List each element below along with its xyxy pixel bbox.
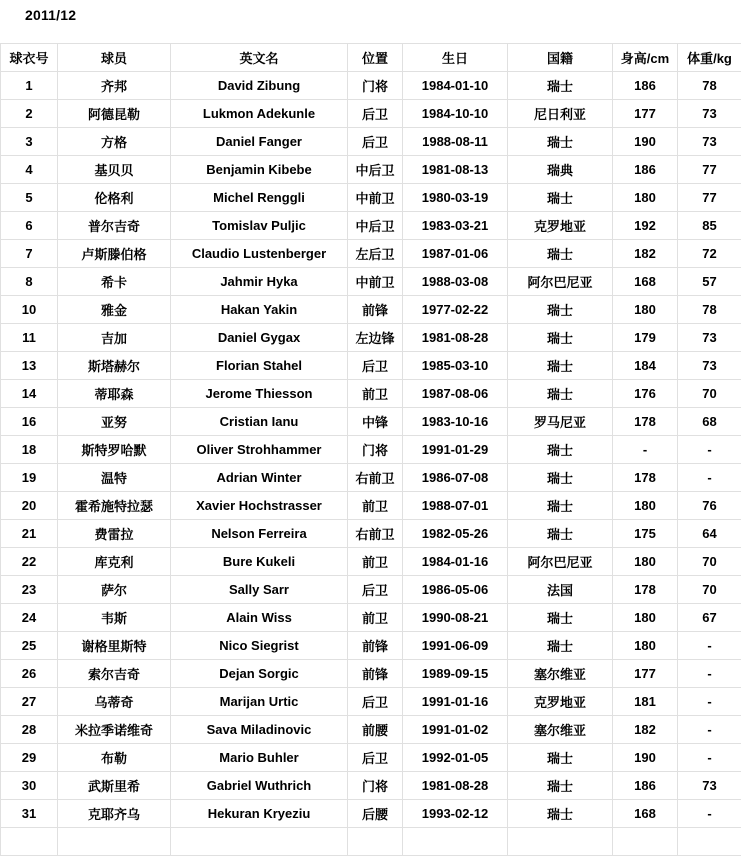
cell-birthday: 1989-09-15 <box>403 660 508 688</box>
cell-jersey-number: 28 <box>1 716 58 744</box>
cell-weight-kg: 73 <box>678 352 741 380</box>
cell-position: 门将 <box>348 72 403 100</box>
cell-empty <box>403 828 508 856</box>
header-jersey-number: 球衣号 <box>1 44 58 72</box>
table-row <box>1 632 741 660</box>
header-birthday: 生日 <box>403 44 508 72</box>
cell-weight-kg: 70 <box>678 576 741 604</box>
cell-player-en-name: Tomislav Puljic <box>171 212 348 240</box>
table-body <box>1 72 741 856</box>
cell-player-cn-name: 霍希施特拉瑟 <box>58 492 171 520</box>
cell-player-cn-name: 阿德昆勒 <box>58 100 171 128</box>
cell-player-en-name: Nelson Ferreira <box>171 520 348 548</box>
cell-player-cn-name: 蒂耶森 <box>58 380 171 408</box>
cell-player-en-name: Hekuran Kryeziu <box>171 800 348 828</box>
cell-jersey-number: 7 <box>1 240 58 268</box>
cell-birthday: 1984-10-10 <box>403 100 508 128</box>
cell-player-en-name: Cristian Ianu <box>171 408 348 436</box>
cell-nationality: 瑞士 <box>508 352 613 380</box>
cell-player-en-name: Adrian Winter <box>171 464 348 492</box>
cell-player-cn-name: 斯塔赫尔 <box>58 352 171 380</box>
cell-height-cm: 178 <box>613 464 678 492</box>
cell-jersey-number: 3 <box>1 128 58 156</box>
cell-birthday: 1985-03-10 <box>403 352 508 380</box>
cell-player-cn-name: 布勒 <box>58 744 171 772</box>
cell-birthday: 1981-08-13 <box>403 156 508 184</box>
cell-height-cm: 182 <box>613 240 678 268</box>
cell-nationality: 瑞士 <box>508 632 613 660</box>
cell-position: 前锋 <box>348 296 403 324</box>
roster-table <box>0 43 741 856</box>
cell-player-cn-name: 普尔吉奇 <box>58 212 171 240</box>
cell-birthday: 1990-08-21 <box>403 604 508 632</box>
cell-nationality: 瑞士 <box>508 380 613 408</box>
cell-position: 前锋 <box>348 632 403 660</box>
table-row <box>1 800 741 828</box>
cell-jersey-number: 29 <box>1 744 58 772</box>
cell-empty <box>1 828 58 856</box>
header-weight-kg: 体重/kg <box>678 44 741 72</box>
cell-player-en-name: Michel Renggli <box>171 184 348 212</box>
cell-position: 前锋 <box>348 660 403 688</box>
cell-weight-kg: 73 <box>678 100 741 128</box>
cell-height-cm: 168 <box>613 268 678 296</box>
cell-weight-kg: - <box>678 800 741 828</box>
cell-empty <box>678 828 741 856</box>
cell-position: 前卫 <box>348 380 403 408</box>
cell-position: 后卫 <box>348 352 403 380</box>
cell-birthday: 1992-01-05 <box>403 744 508 772</box>
cell-jersey-number: 18 <box>1 436 58 464</box>
cell-player-cn-name: 温特 <box>58 464 171 492</box>
cell-position: 右前卫 <box>348 464 403 492</box>
cell-birthday: 1991-01-16 <box>403 688 508 716</box>
cell-birthday: 1982-05-26 <box>403 520 508 548</box>
cell-player-en-name: Sally Sarr <box>171 576 348 604</box>
cell-weight-kg: 77 <box>678 156 741 184</box>
cell-nationality: 阿尔巴尼亚 <box>508 268 613 296</box>
cell-player-cn-name: 吉加 <box>58 324 171 352</box>
table-row <box>1 548 741 576</box>
table-row <box>1 128 741 156</box>
cell-player-en-name: Nico Siegrist <box>171 632 348 660</box>
cell-weight-kg: 76 <box>678 492 741 520</box>
cell-position: 中锋 <box>348 408 403 436</box>
cell-height-cm: 177 <box>613 660 678 688</box>
cell-jersey-number: 24 <box>1 604 58 632</box>
cell-player-en-name: Jahmir Hyka <box>171 268 348 296</box>
table-row <box>1 660 741 688</box>
cell-height-cm: 186 <box>613 72 678 100</box>
cell-birthday: 1991-01-02 <box>403 716 508 744</box>
cell-height-cm: 190 <box>613 744 678 772</box>
cell-height-cm: 176 <box>613 380 678 408</box>
cell-nationality: 塞尔维亚 <box>508 660 613 688</box>
cell-weight-kg: - <box>678 688 741 716</box>
cell-height-cm: 180 <box>613 548 678 576</box>
cell-birthday: 1981-08-28 <box>403 324 508 352</box>
table-row <box>1 688 741 716</box>
cell-jersey-number: 1 <box>1 72 58 100</box>
cell-height-cm: 168 <box>613 800 678 828</box>
cell-player-en-name: Florian Stahel <box>171 352 348 380</box>
cell-position: 前卫 <box>348 492 403 520</box>
cell-player-en-name: Jerome Thiesson <box>171 380 348 408</box>
cell-player-en-name: Daniel Gygax <box>171 324 348 352</box>
cell-birthday: 1977-02-22 <box>403 296 508 324</box>
cell-height-cm: 180 <box>613 184 678 212</box>
cell-position: 中前卫 <box>348 268 403 296</box>
cell-nationality: 瑞士 <box>508 296 613 324</box>
header-position: 位置 <box>348 44 403 72</box>
cell-height-cm: 175 <box>613 520 678 548</box>
cell-height-cm: 181 <box>613 688 678 716</box>
cell-jersey-number: 5 <box>1 184 58 212</box>
cell-weight-kg: 67 <box>678 604 741 632</box>
cell-birthday: 1981-08-28 <box>403 772 508 800</box>
table-row <box>1 296 741 324</box>
cell-player-cn-name: 克耶齐乌 <box>58 800 171 828</box>
cell-player-en-name: Benjamin Kibebe <box>171 156 348 184</box>
cell-jersey-number: 21 <box>1 520 58 548</box>
header-row <box>1 44 741 72</box>
cell-player-en-name: Hakan Yakin <box>171 296 348 324</box>
cell-nationality: 瑞士 <box>508 240 613 268</box>
cell-player-cn-name: 武斯里希 <box>58 772 171 800</box>
cell-jersey-number: 23 <box>1 576 58 604</box>
cell-position: 中前卫 <box>348 184 403 212</box>
cell-birthday: 1983-03-21 <box>403 212 508 240</box>
cell-player-cn-name: 萨尔 <box>58 576 171 604</box>
cell-height-cm: 180 <box>613 632 678 660</box>
cell-nationality: 尼日利亚 <box>508 100 613 128</box>
partial-row <box>1 828 741 856</box>
header-nationality: 国籍 <box>508 44 613 72</box>
cell-weight-kg: 72 <box>678 240 741 268</box>
cell-player-en-name: Marijan Urtic <box>171 688 348 716</box>
table-row <box>1 212 741 240</box>
cell-player-cn-name: 亚努 <box>58 408 171 436</box>
cell-birthday: 1988-07-01 <box>403 492 508 520</box>
table-row <box>1 492 741 520</box>
cell-weight-kg: 70 <box>678 380 741 408</box>
cell-jersey-number: 16 <box>1 408 58 436</box>
cell-jersey-number: 25 <box>1 632 58 660</box>
cell-nationality: 阿尔巴尼亚 <box>508 548 613 576</box>
cell-player-en-name: Xavier Hochstrasser <box>171 492 348 520</box>
cell-player-en-name: Lukmon Adekunle <box>171 100 348 128</box>
cell-position: 后卫 <box>348 576 403 604</box>
cell-position: 右前卫 <box>348 520 403 548</box>
cell-jersey-number: 22 <box>1 548 58 576</box>
cell-nationality: 瑞士 <box>508 744 613 772</box>
table-row <box>1 408 741 436</box>
cell-nationality: 塞尔维亚 <box>508 716 613 744</box>
cell-player-cn-name: 费雷拉 <box>58 520 171 548</box>
cell-player-cn-name: 希卡 <box>58 268 171 296</box>
cell-height-cm: 180 <box>613 492 678 520</box>
cell-height-cm: 182 <box>613 716 678 744</box>
header-player-cn-name: 球员 <box>58 44 171 72</box>
cell-position: 后腰 <box>348 800 403 828</box>
table-row <box>1 324 741 352</box>
cell-weight-kg: - <box>678 660 741 688</box>
cell-weight-kg: 85 <box>678 212 741 240</box>
cell-jersey-number: 19 <box>1 464 58 492</box>
cell-player-en-name: Claudio Lustenberger <box>171 240 348 268</box>
cell-position: 后卫 <box>348 744 403 772</box>
table-row <box>1 184 741 212</box>
cell-player-cn-name: 基贝贝 <box>58 156 171 184</box>
table-row <box>1 464 741 492</box>
cell-player-en-name: Dejan Sorgic <box>171 660 348 688</box>
cell-height-cm: 192 <box>613 212 678 240</box>
cell-nationality: 克罗地亚 <box>508 688 613 716</box>
cell-birthday: 1991-06-09 <box>403 632 508 660</box>
cell-height-cm: 186 <box>613 156 678 184</box>
cell-player-en-name: Gabriel Wuthrich <box>171 772 348 800</box>
table-row <box>1 520 741 548</box>
cell-player-en-name: Sava Miladinovic <box>171 716 348 744</box>
cell-nationality: 瑞士 <box>508 492 613 520</box>
table-row <box>1 744 741 772</box>
cell-player-cn-name: 雅金 <box>58 296 171 324</box>
cell-player-en-name: Daniel Fanger <box>171 128 348 156</box>
cell-player-en-name: David Zibung <box>171 72 348 100</box>
cell-weight-kg: 68 <box>678 408 741 436</box>
header-player-en-name: 英文名 <box>171 44 348 72</box>
cell-player-en-name: Alain Wiss <box>171 604 348 632</box>
cell-height-cm: 186 <box>613 772 678 800</box>
cell-jersey-number: 31 <box>1 800 58 828</box>
cell-position: 中后卫 <box>348 156 403 184</box>
cell-player-en-name: Mario Buhler <box>171 744 348 772</box>
cell-birthday: 1988-08-11 <box>403 128 508 156</box>
cell-weight-kg: 57 <box>678 268 741 296</box>
cell-empty <box>58 828 171 856</box>
header-height-cm: 身高/cm <box>613 44 678 72</box>
cell-player-cn-name: 齐邦 <box>58 72 171 100</box>
table-row <box>1 268 741 296</box>
cell-birthday: 1993-02-12 <box>403 800 508 828</box>
cell-jersey-number: 11 <box>1 324 58 352</box>
cell-position: 后卫 <box>348 100 403 128</box>
cell-birthday: 1984-01-10 <box>403 72 508 100</box>
cell-birthday: 1986-05-06 <box>403 576 508 604</box>
cell-jersey-number: 14 <box>1 380 58 408</box>
cell-position: 前腰 <box>348 716 403 744</box>
cell-position: 左后卫 <box>348 240 403 268</box>
cell-empty <box>348 828 403 856</box>
cell-player-cn-name: 韦斯 <box>58 604 171 632</box>
cell-position: 前卫 <box>348 548 403 576</box>
cell-jersey-number: 6 <box>1 212 58 240</box>
cell-jersey-number: 27 <box>1 688 58 716</box>
cell-nationality: 瑞士 <box>508 184 613 212</box>
cell-nationality: 瑞士 <box>508 800 613 828</box>
table-row <box>1 380 741 408</box>
cell-jersey-number: 13 <box>1 352 58 380</box>
cell-nationality: 罗马尼亚 <box>508 408 613 436</box>
table-row <box>1 240 741 268</box>
cell-birthday: 1983-10-16 <box>403 408 508 436</box>
cell-jersey-number: 8 <box>1 268 58 296</box>
cell-height-cm: 178 <box>613 576 678 604</box>
cell-player-cn-name: 乌蒂奇 <box>58 688 171 716</box>
cell-position: 门将 <box>348 772 403 800</box>
cell-nationality: 瑞士 <box>508 604 613 632</box>
page-title: 2011/12 <box>25 7 77 23</box>
cell-weight-kg: 64 <box>678 520 741 548</box>
cell-height-cm: - <box>613 436 678 464</box>
cell-height-cm: 180 <box>613 296 678 324</box>
cell-jersey-number: 2 <box>1 100 58 128</box>
table-row <box>1 352 741 380</box>
cell-birthday: 1980-03-19 <box>403 184 508 212</box>
cell-birthday: 1988-03-08 <box>403 268 508 296</box>
cell-player-cn-name: 方格 <box>58 128 171 156</box>
cell-weight-kg: 73 <box>678 324 741 352</box>
cell-height-cm: 180 <box>613 604 678 632</box>
table-row <box>1 100 741 128</box>
cell-jersey-number: 20 <box>1 492 58 520</box>
cell-jersey-number: 4 <box>1 156 58 184</box>
cell-position: 前卫 <box>348 604 403 632</box>
cell-player-en-name: Oliver Strohhammer <box>171 436 348 464</box>
cell-nationality: 法国 <box>508 576 613 604</box>
cell-nationality: 瑞士 <box>508 324 613 352</box>
cell-player-cn-name: 谢格里斯特 <box>58 632 171 660</box>
table-row <box>1 156 741 184</box>
cell-height-cm: 178 <box>613 408 678 436</box>
cell-position: 门将 <box>348 436 403 464</box>
cell-weight-kg: - <box>678 632 741 660</box>
table-row <box>1 576 741 604</box>
table-row <box>1 716 741 744</box>
cell-birthday: 1991-01-29 <box>403 436 508 464</box>
cell-empty <box>508 828 613 856</box>
cell-weight-kg: 73 <box>678 772 741 800</box>
cell-position: 左边锋 <box>348 324 403 352</box>
cell-empty <box>171 828 348 856</box>
cell-player-cn-name: 米拉季诺维奇 <box>58 716 171 744</box>
cell-weight-kg: 73 <box>678 128 741 156</box>
cell-player-cn-name: 伦格利 <box>58 184 171 212</box>
cell-nationality: 瑞士 <box>508 72 613 100</box>
cell-weight-kg: - <box>678 436 741 464</box>
table-row <box>1 72 741 100</box>
cell-birthday: 1987-01-06 <box>403 240 508 268</box>
table-row <box>1 604 741 632</box>
cell-position: 后卫 <box>348 128 403 156</box>
cell-nationality: 瑞士 <box>508 464 613 492</box>
cell-jersey-number: 30 <box>1 772 58 800</box>
cell-empty <box>613 828 678 856</box>
cell-nationality: 瑞士 <box>508 772 613 800</box>
cell-nationality: 瑞士 <box>508 128 613 156</box>
cell-height-cm: 177 <box>613 100 678 128</box>
cell-nationality: 瑞士 <box>508 520 613 548</box>
cell-weight-kg: 78 <box>678 296 741 324</box>
cell-player-cn-name: 卢斯滕伯格 <box>58 240 171 268</box>
table-row <box>1 436 741 464</box>
cell-weight-kg: 70 <box>678 548 741 576</box>
cell-weight-kg: - <box>678 744 741 772</box>
cell-player-cn-name: 库克利 <box>58 548 171 576</box>
cell-position: 后卫 <box>348 688 403 716</box>
cell-nationality: 瑞士 <box>508 436 613 464</box>
cell-weight-kg: 78 <box>678 72 741 100</box>
cell-player-cn-name: 斯特罗哈默 <box>58 436 171 464</box>
cell-jersey-number: 10 <box>1 296 58 324</box>
cell-jersey-number: 26 <box>1 660 58 688</box>
cell-weight-kg: - <box>678 464 741 492</box>
cell-weight-kg: - <box>678 716 741 744</box>
cell-height-cm: 184 <box>613 352 678 380</box>
cell-height-cm: 190 <box>613 128 678 156</box>
cell-height-cm: 179 <box>613 324 678 352</box>
cell-position: 中后卫 <box>348 212 403 240</box>
cell-nationality: 克罗地亚 <box>508 212 613 240</box>
cell-nationality: 瑞典 <box>508 156 613 184</box>
cell-birthday: 1987-08-06 <box>403 380 508 408</box>
cell-player-en-name: Bure Kukeli <box>171 548 348 576</box>
cell-birthday: 1986-07-08 <box>403 464 508 492</box>
table-row <box>1 772 741 800</box>
cell-player-cn-name: 索尔吉奇 <box>58 660 171 688</box>
cell-birthday: 1984-01-16 <box>403 548 508 576</box>
cell-weight-kg: 77 <box>678 184 741 212</box>
